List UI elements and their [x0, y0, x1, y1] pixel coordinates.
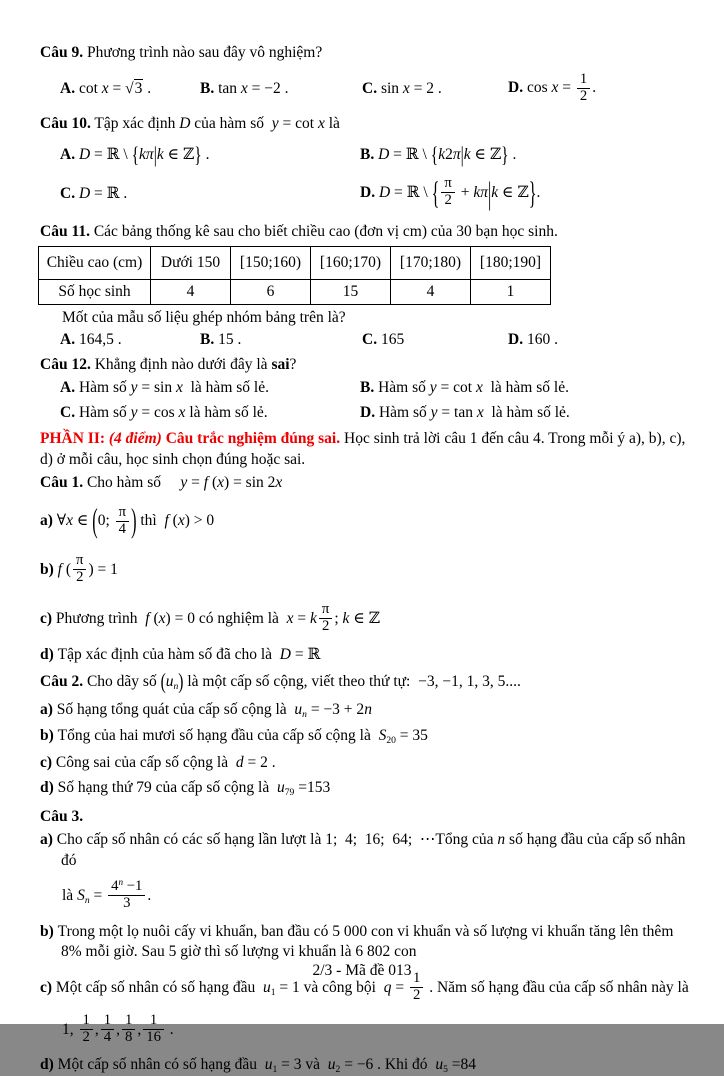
table-cell: 1	[471, 280, 551, 305]
q3-item-c: c) Một cấp số nhân có số hạng đầu $u_1 = 1$ và công bội q = $\frac{1}{2}$ . Năm số hạng đầu của cấp số nhân này là	[40, 970, 689, 1003]
q10-option-b: B. D = ℝ \ {k2π|k ∈ ℤ} .	[360, 142, 517, 168]
question-11-subquestion: Mốt của mẫu số liệu ghép nhóm bảng trên là?	[62, 309, 346, 327]
table-cell: Chiều cao (cm)	[39, 247, 151, 280]
question-10-options-row2	[40, 177, 690, 210]
q1-item-c: c) Phương trình f (x) = 0 có nghiệm là x = k $\frac{\pi}{2}$ ; k ∈ ℤ	[40, 601, 380, 635]
q3-item-b: b) Trong một lọ nuôi cấy vi khuẩn, ban đầu có 5 000 con vi khuẩn và số lượng vi khuẩn tăng lên thêm 8% mỗi giờ. Sau 5 giờ thì số lượng vi khuẩn là 6 802 con	[40, 922, 678, 961]
question-12-title: Câu 12. Khẳng định nào dưới đây là sai?	[40, 355, 297, 373]
q10-option-c: C. D = ℝ .	[60, 184, 128, 202]
question-11-title: Câu 11. Các bảng thống kê sau cho biết chiều cao (đơn vị cm) của 30 bạn học sinh.	[40, 222, 558, 240]
question-12-options-row2	[40, 404, 690, 422]
part-2-heading: PHẦN II: (4 điểm) Câu trắc nghiệm đúng sai. Học sinh trả lời câu 1 đến câu 4. Trong mỗi ý a), b), c), d) ở mỗi câu, học sinh chọn đúng hoặc sai.	[40, 430, 690, 468]
q1-item-a: a) ∀x ∈ (0; $\frac{\pi}{4}$ ) thì f (x) > 0	[40, 502, 215, 541]
part2-question-3-title: Câu 3.	[40, 807, 84, 825]
table-cell: [160;170)	[311, 247, 391, 280]
question-10-title: Câu 10. Tập xác định D của hàm số y = cot x là	[40, 115, 340, 133]
table-cell: [170;180)	[391, 247, 471, 280]
q2-item-c: c) Công sai của cấp số cộng là d = 2 .	[40, 753, 276, 771]
q11-option-b: B. 15 .	[200, 330, 242, 348]
q1-item-d: d) Tập xác định của hàm số đã cho là D = ℝ	[40, 645, 321, 663]
q10-option-a: A. D = ℝ \ {kπ|k ∈ ℤ} .	[60, 142, 210, 168]
q12-option-b: B. Hàm số y = cot x là hàm số lẻ.	[360, 379, 569, 397]
q11-option-d: D. 160 .	[508, 330, 558, 348]
table-cell: [150;160)	[231, 247, 311, 280]
table-row-values	[39, 280, 551, 305]
table-cell: 15	[311, 280, 391, 305]
q9-option-c: C. sin x = 2 .	[362, 79, 442, 97]
part2-question-1-title: Câu 1. Cho hàm số y = f (x) = sin 2x	[40, 473, 283, 491]
table-cell: 6	[231, 280, 311, 305]
q2-item-d: d) Số hạng thứ 79 của cấp số cộng là $u_{79} =153$	[40, 779, 331, 799]
height-statistics-table	[38, 246, 551, 305]
q11-option-c: C. 165	[362, 330, 405, 348]
q10-option-d: D. D = ℝ \ { $\frac{\pi}{2}$ + kπ|k ∈ ℤ}.	[360, 175, 541, 211]
question-9-options	[40, 72, 690, 105]
part2-question-2-title: Câu 2. Cho dãy số $(u_n)$ là một cấp số cộng, viết theo thứ tự: −3, −1, 1, 3, 5....	[40, 670, 521, 695]
q2-item-a: a) Số hạng tổng quát của cấp số cộng là $u_n = -3 + 2n$	[40, 700, 372, 720]
q12-option-d: D. Hàm số y = tan x là hàm số lẻ.	[360, 404, 570, 422]
table-cell: [180;190]	[471, 247, 551, 280]
table-cell: Dưới 150	[151, 247, 231, 280]
q11-option-a: A. 164,5 .	[60, 330, 122, 348]
q3-item-d: d) Một cấp số nhân có số hạng đầu $u_1 = 3$ và $u_2 = -6$ . Khi đó $u_5 =84$	[40, 1056, 476, 1076]
question-10-options-row1	[40, 142, 690, 168]
q9-option-a: A. cot x = √3 .	[60, 79, 152, 97]
table-row-header	[39, 247, 551, 280]
q9-option-d: D. cos x = $\frac{1}{2}$ .	[508, 70, 597, 104]
question-11-options	[40, 331, 690, 349]
table-cell: 4	[391, 280, 471, 305]
q3-item-a-formula: là $S_n$ = $\frac{4^n -1}{3}$ .	[62, 877, 152, 912]
q1-item-b: b) f ( $\frac{\pi}{2}$ ) = 1	[40, 552, 118, 586]
q3-item-c-sequence: 1, $\frac{1}{2}$ , $\frac{1}{4}$ , $\frac{1}{8}$ , $\frac{1}{16}$ .	[62, 1011, 174, 1045]
table-cell: Số học sinh	[39, 280, 151, 305]
q12-option-a: A. Hàm số y = sin x là hàm số lẻ.	[60, 379, 269, 397]
q9-option-b: B. tan x = −2 .	[200, 79, 289, 97]
question-9-title: Câu 9. Phương trình nào sau đây vô nghiệm?	[40, 44, 323, 61]
q12-option-c: C. Hàm số y = cos x là hàm số lẻ.	[60, 404, 268, 422]
question-12-options-row1	[40, 379, 690, 397]
q2-item-b: b) Tổng của hai mươi số hạng đầu của cấp số cộng là $S_{20} = 35$	[40, 727, 428, 747]
page-footer: 2/3 - Mã đề 013	[312, 962, 412, 979]
table-cell: 4	[151, 280, 231, 305]
q3-item-a: a) Cho cấp số nhân có các số hạng lần lượt là 1; 4; 16; 64; ⋯Tổng của n số hạng đầu của cấp số nhân đó	[40, 831, 690, 869]
